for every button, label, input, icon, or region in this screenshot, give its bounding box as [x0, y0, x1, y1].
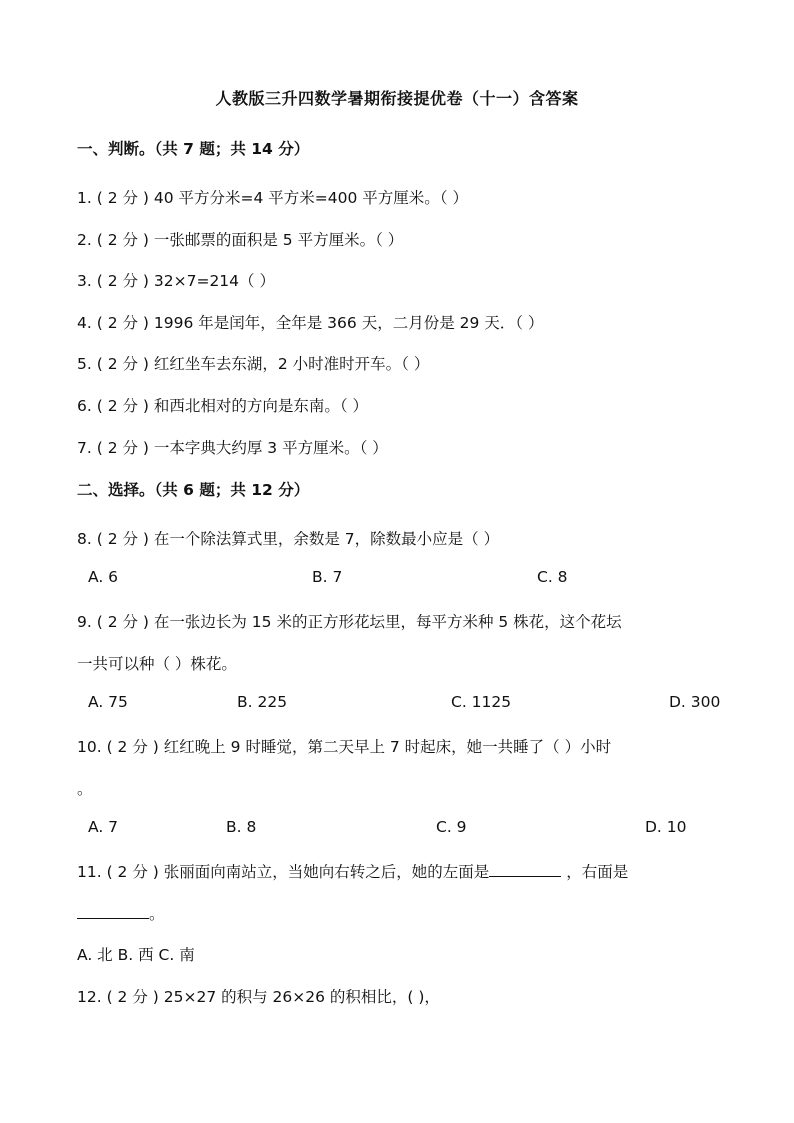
- q10-option-d: D. 10: [645, 818, 687, 836]
- question-5: 5. ( 2 分 ) 红红坐车去东湖，2 小时准时开车。（ ）: [77, 355, 430, 373]
- question-10-line2: 。: [77, 780, 93, 798]
- q11-line2-end: 。: [149, 905, 165, 923]
- q11-text-post: ，右面是: [566, 863, 629, 881]
- q9-option-a: A. 75: [88, 693, 128, 711]
- q8-option-c: C. 8: [537, 568, 568, 586]
- page-title: 人教版三升四数学暑期衔接提优卷（十一）含答案: [215, 89, 579, 108]
- q9-option-b: B. 225: [237, 693, 288, 711]
- q11-blank-right: [77, 904, 149, 919]
- question-7: 7. ( 2 分 ) 一本字典大约厚 3 平方厘米。（ ）: [77, 439, 388, 457]
- question-12: 12. ( 2 分 ) 25×27 的积与 26×26 的积相比，( )，: [77, 988, 440, 1006]
- q11-options: A. 北 B. 西 C. 南: [77, 946, 195, 964]
- question-4: 4. ( 2 分 ) 1996 年是闰年，全年是 366 天，二月份是 29 天．（ ）: [77, 314, 544, 332]
- q9-option-d: D. 300: [669, 693, 721, 711]
- question-2: 2. ( 2 分 ) 一张邮票的面积是 5 平方厘米。（ ）: [77, 231, 404, 249]
- question-11-line1: [77, 860, 628, 882]
- question-11-line2: [77, 902, 165, 924]
- question-9-line1: 9. ( 2 分 ) 在一张边长为 15 米的正方形花坛里，每平方米种 5 株花，这个花坛: [77, 613, 622, 631]
- q8-option-b: B. 7: [312, 568, 343, 586]
- q10-option-c: C. 9: [436, 818, 467, 836]
- question-3: 3. ( 2 分 ) 32×7=214（ ）: [77, 272, 275, 290]
- q9-option-c: C. 1125: [451, 693, 512, 711]
- question-10-line1: 10. ( 2 分 ) 红红晚上 9 时睡觉，第二天早上 7 时起床，她一共睡了（ ）小时: [77, 738, 612, 756]
- question-1: 1. ( 2 分 ) 40 平方分米=4 平方米=400 平方厘米。（ ）: [77, 189, 468, 207]
- question-6: 6. ( 2 分 ) 和西北相对的方向是东南。（ ）: [77, 397, 369, 415]
- question-9-line2: 一共可以种（ ）株花。: [77, 655, 237, 673]
- q10-option-b: B. 8: [226, 818, 257, 836]
- section-heading-choice: 二、选择。（共 6 题；共 12 分）: [77, 481, 310, 499]
- question-8: 8. ( 2 分 ) 在一个除法算式里，余数是 7，除数最小应是（ ）: [77, 530, 500, 548]
- section-heading-judgement: 一、判断。（共 7 题；共 14 分）: [77, 140, 310, 158]
- q10-option-a: A. 7: [88, 818, 119, 836]
- q8-option-a: A. 6: [88, 568, 119, 586]
- q11-blank-left: [489, 862, 561, 877]
- q11-text-pre: 11. ( 2 分 ) 张丽面向南站立，当她向右转之后，她的左面是: [77, 863, 490, 881]
